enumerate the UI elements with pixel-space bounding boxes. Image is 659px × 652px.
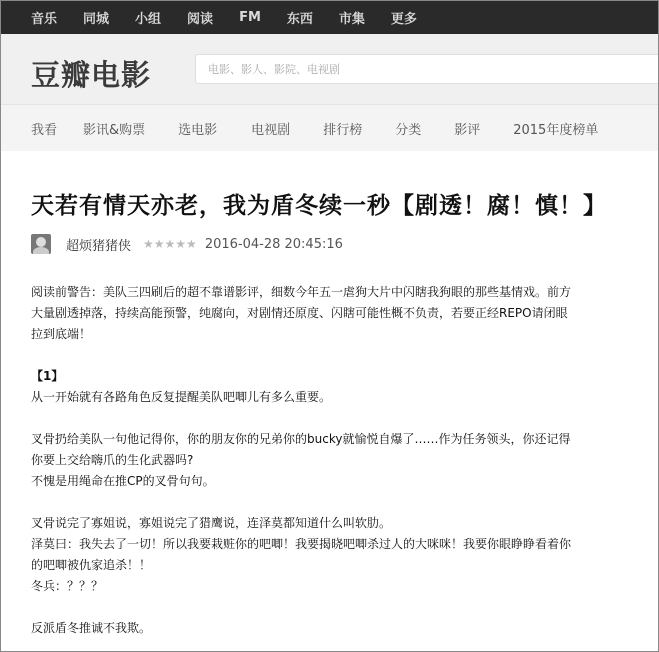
text-line: 叉骨说完了寡姐说，寡姐说完了猎鹰说，连泽莫都知道什么叫软肋。 <box>31 516 392 530</box>
movie-nav-charts[interactable]: 排行榜 <box>323 122 363 138</box>
global-nav-city[interactable]: 同城 <box>83 12 110 27</box>
movie-nav-tv[interactable]: 电视剧 <box>251 122 291 138</box>
movie-nav-showtimes[interactable]: 影讯&购票 <box>83 122 146 138</box>
paragraph-3 <box>31 513 656 597</box>
paragraph-4 <box>31 618 656 639</box>
search-box <box>195 54 659 84</box>
text-line: 冬兵：？？？ <box>31 579 104 593</box>
global-nav <box>1 1 658 34</box>
global-nav-market[interactable]: 市集 <box>338 12 365 27</box>
review-datetime: 2016-04-28 20:45:16 <box>204 236 343 252</box>
search-input[interactable] <box>196 55 659 83</box>
intro-paragraph <box>31 282 656 345</box>
movie-nav-reviews[interactable]: 影评 <box>454 122 481 138</box>
movie-nav-categories[interactable]: 分类 <box>395 122 422 138</box>
section-1 <box>31 366 656 408</box>
text-line: 你要上交给嗨爪的生化武器吗? <box>31 453 194 467</box>
text-line: 不愧是用绳命在推CP的叉骨句句。 <box>31 474 215 488</box>
global-nav-fm[interactable]: FM <box>239 10 261 25</box>
site-header <box>1 34 658 104</box>
movie-nav <box>1 104 658 151</box>
douban-movie-logo[interactable]: 豆瓣电影 <box>31 58 152 92</box>
movie-nav-explore[interactable]: 选电影 <box>178 122 218 138</box>
author-avatar[interactable] <box>31 234 51 254</box>
review-article <box>31 169 656 652</box>
text-line: 从一开始就有各路角色反复提醒美队吧唧儿有多么重要。 <box>31 390 332 404</box>
review-title: 天若有情天亦老，我为盾冬续一秒【剧透！腐！慎！】 <box>31 193 607 219</box>
text-line: 拉到底端！ <box>31 327 92 341</box>
text-line: 大量剧透掉落，持续高能预警，纯腐向，对剧情还原度、闪瞎可能性概不负责，若要正经REPO请闭眼 <box>31 306 568 320</box>
global-nav-things[interactable]: 东西 <box>286 12 313 27</box>
rating-stars: ★★★★★ <box>143 237 197 251</box>
text-line: 阅读前警告：美队三四刷后的超不靠谱影评，细数今年五一虐狗大片中闪瞎我狗眼的那些基情戏。前方 <box>31 285 572 299</box>
review-body <box>31 282 656 639</box>
movie-nav-watched[interactable]: 我看 <box>31 122 58 138</box>
section-heading: 【1】 <box>31 369 64 383</box>
movie-nav-annual-2015[interactable]: 2015年度榜单 <box>513 122 599 138</box>
review-meta <box>31 234 656 254</box>
paragraph-2 <box>31 429 656 492</box>
global-nav-more[interactable]: 更多 <box>390 12 417 27</box>
text-line: 的吧唧被仇家追杀！！ <box>31 558 152 572</box>
global-nav-reading[interactable]: 阅读 <box>187 12 214 27</box>
text-line: 泽莫曰：我失去了一切！所以我要栽赃你的吧唧！我要揭晓吧唧杀过人的大咪咪！我要你眼睁睁看着你 <box>31 537 572 551</box>
text-line: 叉骨扔给美队一句他记得你，你的朋友你的兄弟你的bucky就愉悦自爆了……作为任务领头，你还记得 <box>31 432 571 446</box>
global-nav-music[interactable]: 音乐 <box>31 12 58 27</box>
text-line: 反派盾冬推诚不我欺。 <box>31 621 152 635</box>
author-name[interactable]: 超烦猪猪侠 <box>66 238 132 254</box>
global-nav-groups[interactable]: 小组 <box>135 12 162 27</box>
